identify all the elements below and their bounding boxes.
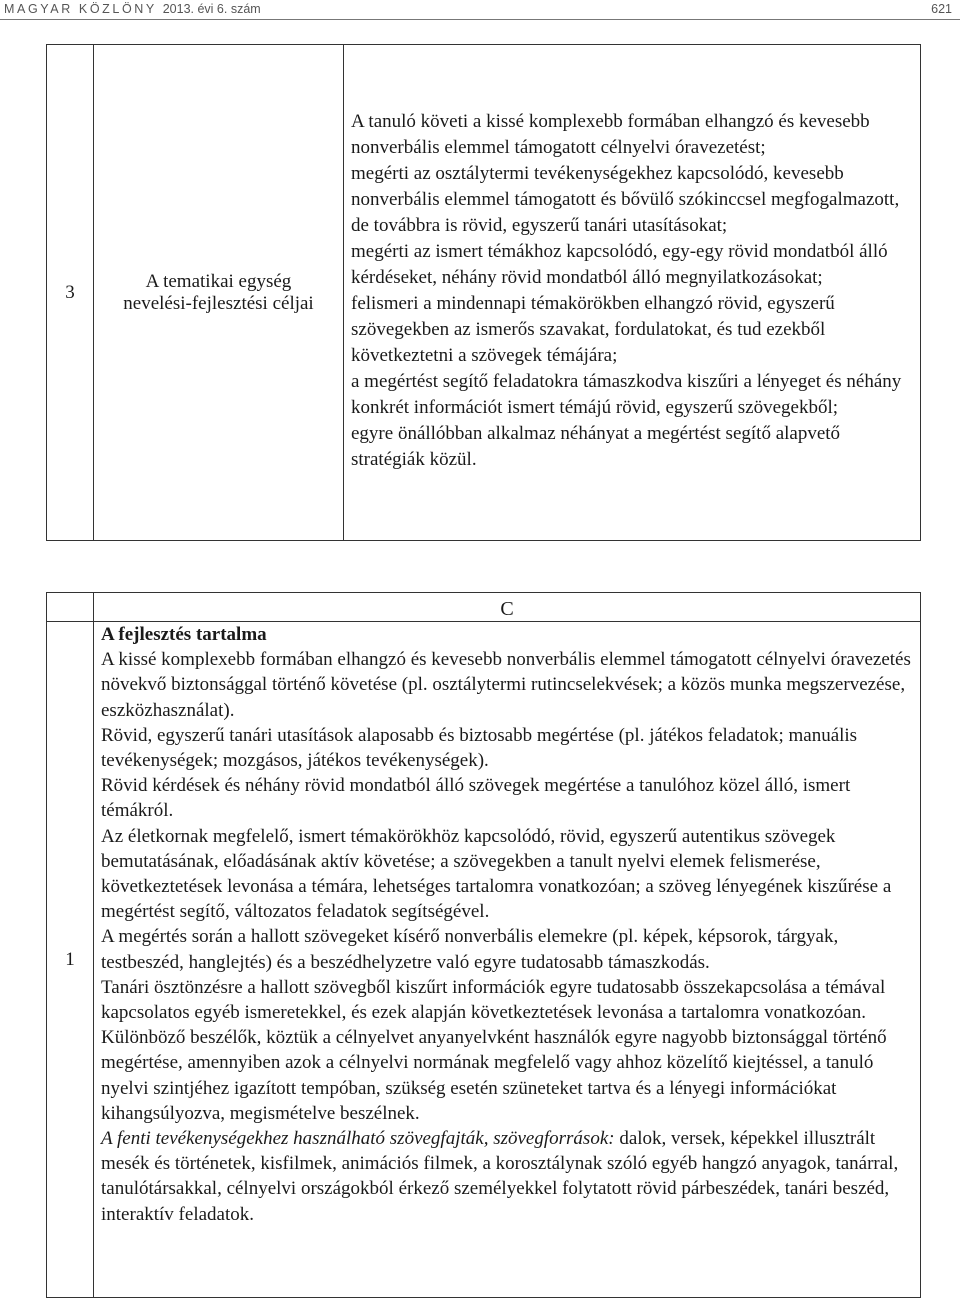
development-content [94,622,921,1298]
content-heading: A fejlesztés tartalma [101,624,267,645]
section-title-cell [94,45,344,541]
sources-text: dalok, versek, képekkel illusztrált mesék és történetek, kisfilmek, animációs filmek, a korosztálynak szóló egyéb hangzó anyagok, tanárral, tanulótársakkal, célnyelvi országokból érkező személyekkel folytatott rövid párbeszédek, tanári beszéd, interaktív feladatok. [101,1128,899,1225]
table-header-row [47,593,921,622]
objective-item: megérti az osztálytermi tevékenységekhez kapcsolódó, kevesebb nonverbális elemmel támogatott és bővülő szókinccsel megfogalmazott, de továbbra is rövid, egyszerű tanári utasításokat; [351,162,900,236]
content-paragraph: Rövid, egyszerű tanári utasítások alaposabb és biztosabb megértése (pl. játékos feladatok; manuális tevékenységek; mozgásos, játékos tevékenységek). [101,724,858,772]
section-title-line2: nevelési-fejlesztési céljai [123,292,314,314]
page-header [0,0,960,22]
content-paragraph: Tanári ösztönzésre a hallott szövegből kiszűrt információk egyre tudatosabb összekapcsolása a témával kapcsolatos egyéb ismeretekkel, és ezek alapján következtetések levonása a tartalomra vonatkozóan. [101,976,886,1024]
content-paragraph: Különböző beszélők, köztük a célnyelvet anyanyelvként használók egyre nagyobb biztonsággal történő megértése, amennyiben azok a célnyelvi normának megfelelő vagy ahhoz közelítő kiejtéssel, a tanuló nyelvi szintjéhez igazított tempóban, szükség esetén szüneteket tartva és a lényegi információkat kihangsúlyozva, megismételve beszélnek. [101,1027,887,1124]
issue-info: 2013. évi 6. szám [162,2,261,16]
row-number: 1 [47,622,94,1298]
table-row [47,45,921,541]
content-paragraph: Az életkornak megfelelő, ismert témakörökhöz kapcsolódó, rövid, egyszerű autentikus szövegek bemutatásának, előadásának aktív követése; a szövegekben a tanult nyelvi elemek felismerése, következtetések levonása a témára, lehetséges tartalomra vonatkozóan; a szöveg lényegének kiszűrése a megértést segítő, változatos feladatok segítségével. [101,825,892,923]
objective-item: a megértést segítő feladatokra támaszkodva kiszűri a lényeget és néhány konkrét információt ismert témájú rövid, egyszerű szövegekből; [351,370,902,418]
column-header: C [94,593,921,622]
journal-title: MAGYAR KÖZLÖNY [4,2,157,16]
objective-item: megérti az ismert témákhoz kapcsolódó, egy-egy rövid mondatból álló kérdéseket, néhány rövid mondatból álló megnyilatkozásokat; [351,240,888,288]
running-head [4,2,261,16]
content-paragraph: Rövid kérdések és néhány rövid mondatból álló szövegek megértése a tanulóhoz közel álló, ismert témákról. [101,775,851,822]
content-paragraph: A kissé komplexebb formában elhangzó és kevesebb nonverbális elemmel támogatott célnyelvi óravezetés növekvő biztonsággal történő követése (pl. osztálytermi rutincselekvések; a közös munka megszervezése, eszközhasználat). [101,649,911,721]
header-rule [0,19,960,20]
section-title-line1: A tematikai egység [145,270,292,292]
objective-item: egyre önállóbban alkalmaz néhányat a megértést segítő alapvető stratégiák közül. [351,422,841,470]
page-number: 621 [931,2,952,16]
objectives-table [46,44,921,541]
table-row [47,622,921,1298]
objective-item: A tanuló követi a kissé komplexebb formában elhangzó és kevesebb nonverbális elemmel támogatott célnyelvi óravezetést; [351,110,870,158]
development-content-table [46,592,921,1298]
row-number: 3 [47,45,94,541]
content-paragraph: A megértés során a hallott szövegeket kísérő nonverbális elemekre (pl. képek, képsorok, tárgyak, testbeszéd, hanglejtés) és a beszédhelyzetre való egyre tudatosabb támaszkodás. [101,926,839,973]
sources-paragraph [101,1126,914,1227]
header-blank-cell [47,593,94,622]
sources-label: A fenti tevékenységekhez használható szövegfajták, szövegforrások: [101,1128,615,1150]
objectives-content [344,45,921,541]
objective-item: felismeri a mindennapi témakörökben elhangzó rövid, egyszerű szövegekben az ismerős szavakat, fordulatokat, és tud ezekből következtetni a szövegek témájára; [351,292,835,366]
